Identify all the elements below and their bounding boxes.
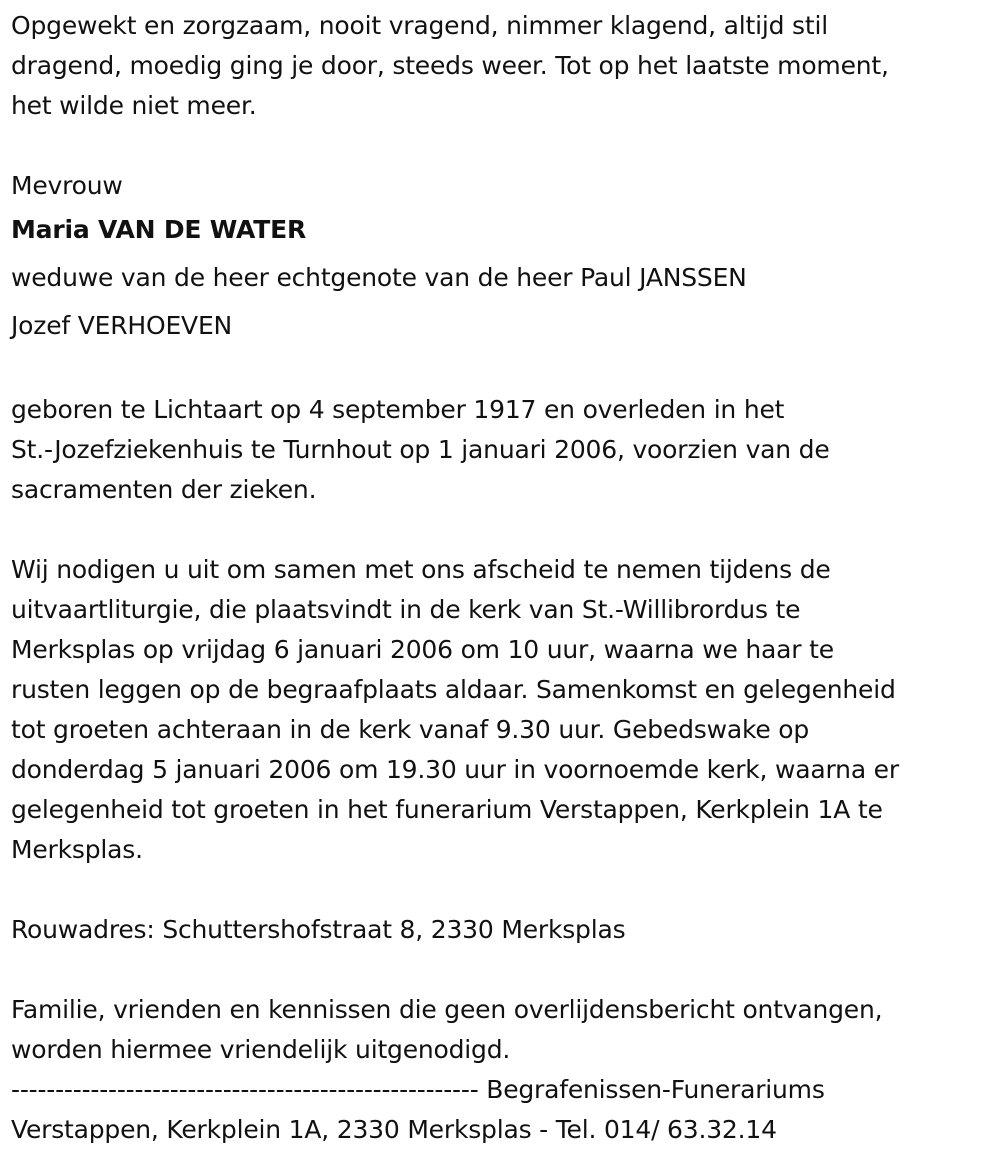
deceased-block: [11, 166, 986, 350]
spacer: [11, 510, 986, 550]
intro-line: dragend, moedig ging je door, steeds weer. Tot op het laatste moment,: [11, 51, 889, 80]
family-note-line: Familie, vrienden en kennissen die geen overlijdensbericht ontvangen,: [11, 995, 883, 1024]
funeral-home-footer: [11, 1070, 986, 1150]
birth-death-line: St.-Jozefziekenhuis te Turnhout op 1 januari 2006, voorzien van de: [11, 435, 830, 464]
footer-line: Verstappen, Kerkplein 1A, 2330 Merksplas - Tel. 014/ 63.32.14: [11, 1115, 777, 1144]
birth-death-line: geboren te Lichtaart op 4 september 1917 en overleden in het: [11, 395, 785, 424]
deceased-name: Maria VAN DE WATER: [11, 215, 307, 244]
family-note-line: worden hiermee vriendelijk uitgenodigd.: [11, 1035, 511, 1064]
invitation-line: rusten leggen op de begraafplaats aldaar. Samenkomst en gelegenheid: [11, 675, 896, 704]
obituary-document: [11, 6, 986, 1150]
family-note-paragraph: [11, 990, 986, 1070]
birth-death-paragraph: [11, 390, 986, 510]
spouse-line: weduwe van de heer echtgenote van de heer Paul JANSSEN: [11, 263, 747, 292]
spouse-line: Jozef VERHOEVEN: [11, 311, 233, 340]
invitation-line: uitvaartliturgie, die plaatsvindt in de kerk van St.-Willibrordus te: [11, 595, 801, 624]
invitation-line: tot groeten achteraan in de kerk vanaf 9.30 uur. Gebedswake op: [11, 715, 810, 744]
intro-line: het wilde niet meer.: [11, 91, 257, 120]
spacer: [11, 870, 986, 910]
invitation-line: Merksplas.: [11, 835, 143, 864]
invitation-line: gelegenheid tot groeten in het funerarium Verstappen, Kerkplein 1A te: [11, 795, 883, 824]
intro-line: Opgewekt en zorgzaam, nooit vragend, nimmer klagend, altijd stil: [11, 11, 828, 40]
spacer: [11, 350, 986, 390]
birth-death-line: sacramenten der zieken.: [11, 475, 317, 504]
invitation-paragraph: [11, 550, 986, 870]
invitation-line: donderdag 5 januari 2006 om 19.30 uur in voornoemde kerk, waarna er: [11, 755, 899, 784]
invitation-line: Wij nodigen u uit om samen met ons afscheid te nemen tijdens de: [11, 555, 831, 584]
invitation-line: Merksplas op vrijdag 6 januari 2006 om 10 uur, waarna we haar te: [11, 635, 834, 664]
mourning-address: Rouwadres: Schuttershofstraat 8, 2330 Merksplas: [11, 915, 626, 944]
deceased-title: Mevrouw: [11, 171, 123, 200]
footer-line: ----------------------------------------------------- Begrafenissen-Funerariums: [11, 1075, 825, 1104]
spacer: [11, 950, 986, 990]
spacer: [11, 126, 986, 166]
intro-paragraph: [11, 6, 986, 126]
